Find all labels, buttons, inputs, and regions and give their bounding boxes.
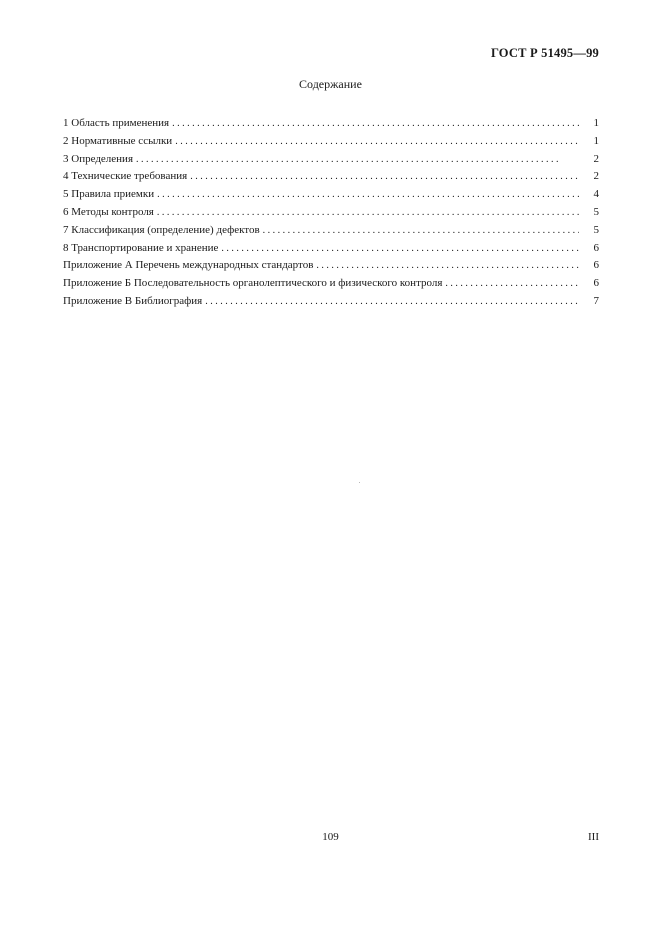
toc-entry-definitions (63, 151, 599, 169)
toc-entry-page: 1 (593, 117, 599, 129)
toc-leader-dots (136, 151, 579, 169)
toc-entry-label: 3 Определения (63, 152, 134, 165)
toc-entry-page: 5 (593, 223, 599, 236)
toc-entry-appendix-b (63, 275, 599, 293)
toc-entry-control-methods (63, 204, 599, 222)
scan-speck (359, 482, 360, 483)
toc-leader-dots (190, 168, 579, 186)
toc-leader-dots (175, 133, 579, 151)
toc-entry-transport-storage (63, 240, 599, 258)
toc-entry-page: 1 (593, 134, 599, 147)
toc-entry-page: 7 (593, 294, 599, 307)
toc-leader-dots (316, 257, 579, 275)
toc-leader-dots (221, 240, 579, 258)
toc-leader-dots (172, 115, 579, 133)
toc-entry-label: 2 Нормативные ссылки (63, 134, 173, 147)
toc-entry-page: 4 (593, 188, 599, 201)
document-code: ГОСТ Р 51495—99 (490, 46, 599, 60)
toc-leader-dots (157, 186, 579, 204)
toc-leader-dots (205, 293, 579, 311)
toc-entry-label: 4 Технические требования (63, 170, 188, 183)
toc-entry-page: 2 (593, 170, 599, 183)
roman-page-number: III (588, 831, 599, 843)
toc-entry-page: 6 (593, 259, 599, 272)
toc-entry-label: 7 Классификация (определение) дефектов (63, 223, 260, 236)
toc-leader-dots (263, 222, 579, 240)
toc-entry-page: 6 (593, 277, 599, 290)
toc-entry-label: 8 Транспортирование и хранение (63, 241, 219, 254)
table-of-contents (63, 115, 599, 311)
toc-entry-appendix-a (63, 257, 599, 275)
toc-leader-dots (445, 275, 579, 293)
toc-entry-scope (63, 115, 599, 133)
toc-entry-label: Приложение Б Последовательность органолептического и физического контроля (63, 277, 443, 290)
page-number: 109 (322, 831, 339, 843)
toc-entry-defect-classification (63, 222, 599, 240)
toc-entry-page: 2 (593, 152, 599, 165)
toc-entry-acceptance-rules (63, 186, 599, 204)
toc-entry-appendix-v (63, 293, 599, 311)
toc-entry-normative-references (63, 133, 599, 151)
toc-entry-label: 5 Правила приемки (63, 188, 155, 201)
toc-entry-label: 6 Методы контроля (63, 205, 154, 218)
toc-entry-label: Приложение А Перечень международных стандартов (63, 259, 314, 272)
toc-entry-label: 1 Область применения (63, 117, 170, 129)
toc-entry-page: 5 (593, 205, 599, 218)
toc-leader-dots (157, 204, 579, 222)
toc-entry-technical-requirements (63, 168, 599, 186)
toc-title: Содержание (299, 77, 362, 91)
toc-entry-label: Приложение В Библиография (63, 294, 203, 307)
toc-entry-page: 6 (593, 241, 599, 254)
